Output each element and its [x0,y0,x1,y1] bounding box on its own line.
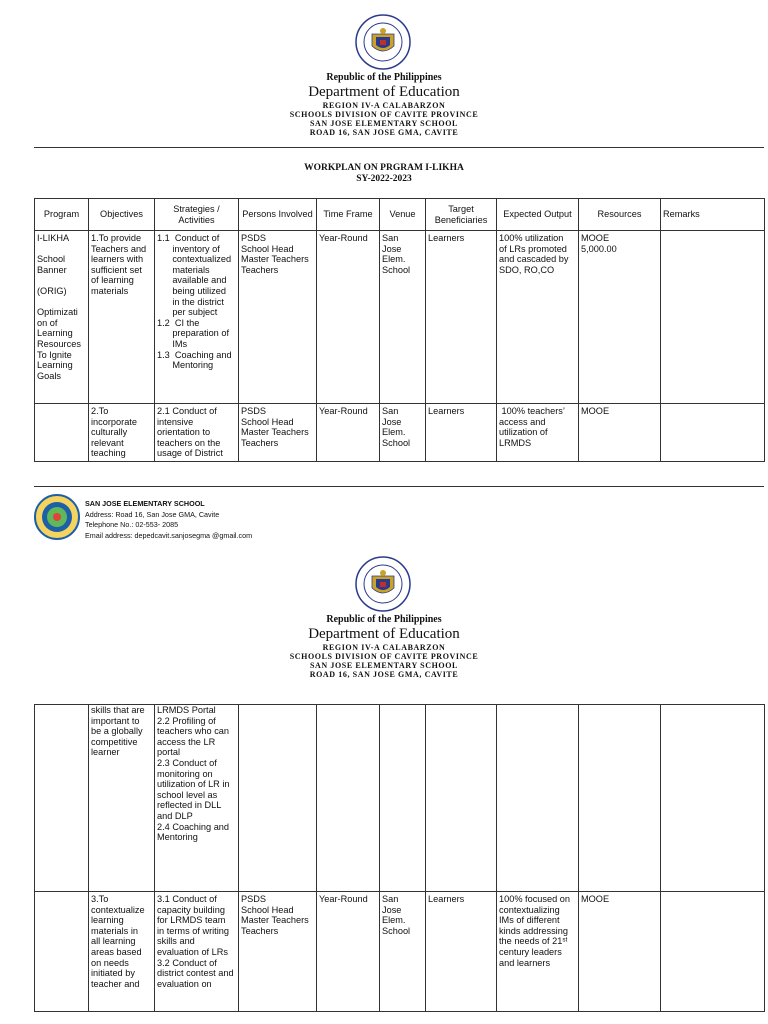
republic-line: Republic of the Philippines [326,614,442,625]
cell-line: the needs of 21ˢᵗ [499,936,568,947]
cell-line: To Ignite [37,349,72,360]
cell-line: materials [157,264,210,275]
cell-line: teachers who can [157,726,230,737]
header-divider [34,147,764,148]
table-row [35,705,765,892]
deped-seal-icon [355,14,411,70]
cell-line: utilization of [499,427,548,438]
remarks-cell [661,404,765,462]
cell-line: important to [91,715,140,726]
cell-line: 3.To [91,894,109,904]
cell-line: 3.2 Conduct of [157,957,217,968]
cell-line: capacity building [157,904,225,915]
cell-line: PSDS [241,894,267,904]
cell-line: 2.To [91,406,109,416]
cell-line: initiated by [91,968,135,979]
cell-line: access and [499,416,546,427]
cell-line: orientation to [157,427,211,438]
cell-line: sufficient set [91,264,142,275]
cell-line: 2.4 Coaching and [157,821,230,832]
cell-line: materials [91,285,129,296]
school-logo-icon [34,494,80,540]
time-frame-cell: Year-Round [317,892,380,1012]
cell-line: learning [91,915,124,926]
time-frame-cell: Year-Round [317,404,380,462]
department-title: Department of Education [308,84,460,100]
cell-line: Goals [37,370,62,381]
region-line: REGION IV-A CALABARZON [322,101,446,110]
cell-line: IMs of different [499,915,560,926]
column-header: Time Frame [317,199,380,231]
venue-cell [380,231,426,404]
target-cell: Learners [426,892,497,1012]
cell-line [37,297,86,308]
cell-line: LRMDS Portal [157,705,216,715]
output-cell [497,404,579,462]
workplan-title: WORKPLAN ON PRGRAM I-LIKHA [304,163,464,173]
cell-line: available and [157,275,227,286]
resources-cell: MOOE [579,404,661,462]
venue-cell [380,705,426,892]
cell-line: School Head [241,416,294,427]
cell-line: Master Teachers [241,254,309,265]
venue-cell [380,404,426,462]
cell-line: PSDS [241,406,267,416]
footer-telephone: Telephone No.: 02-553- 2085 [85,520,179,529]
cell-line: Master Teachers [241,427,309,438]
cell-line: Resources [37,338,81,349]
cell-line: learner [91,747,120,758]
cell-line: of LRs promoted [499,243,567,254]
cell-line: Banner [37,264,67,275]
program-cell [35,231,89,404]
cell-line: Teachers [241,437,279,448]
persons-cell [239,892,317,1012]
table-header-row [35,199,765,231]
remarks-cell [661,892,765,1012]
cell-line: inventory of [157,243,220,254]
strategies-cell [155,404,239,462]
address-line: ROAD 16, SAN JOSE GMA, CAVITE [309,670,459,679]
cell-line: contextualizing [499,904,560,915]
cell-line: School [382,437,411,448]
division-line: SCHOOLS DIVISION OF CAVITE PROVINCE [289,110,479,119]
venue-cell [380,892,426,1012]
cell-line: SDO, RO,CO [499,264,555,275]
cell-line: district contest and [157,968,234,979]
cell-line: School [382,925,411,936]
deped-seal-icon [355,556,411,612]
division-line: SCHOOLS DIVISION OF CAVITE PROVINCE [289,652,479,661]
cell-line: San [382,406,399,416]
region-line: REGION IV-A CALABARZON [322,643,446,652]
objectives-cell [89,231,155,404]
cell-line: access the LR [157,736,216,747]
cell-line: Teachers [241,925,279,936]
cell-line: Teachers and [91,243,147,254]
cell-line: Jose [382,243,402,254]
cell-line: Teachers [241,264,279,275]
table-row [35,404,765,462]
footer-email: Email address: depedcavit.sanjosegma @gmail.com [85,530,253,540]
cell-line: reflected in DLL [157,800,222,811]
objectives-cell [89,404,155,462]
cell-line: competitive [91,736,138,747]
objectives-cell [89,892,155,1012]
cell-line: per subject [157,307,218,318]
column-header: Resources [579,199,661,231]
cell-line: San [382,894,399,904]
cell-line: Elem. [382,254,406,265]
cell-line: LRMDS [499,437,532,448]
footer-school-name: SAN JOSE ELEMENTARY SCHOOL [85,499,205,508]
cell-line: materials in [91,925,138,936]
cell-line: School Head [241,904,294,915]
cell-line: 100% utilization [499,233,564,243]
cell-line: skills and [157,936,195,947]
cell-line: Jose [382,904,402,915]
cell-line: 3.1 Conduct of [157,894,217,904]
cell-line: teacher and [91,978,140,989]
column-header: Remarks [661,199,765,231]
strategies-cell [155,892,239,1012]
cell-line: 1.2 CI the [157,317,200,328]
school-footer [34,494,334,544]
persons-cell [239,231,317,404]
cell-line: MOOE [581,233,610,243]
cell-line: for LRMDS team [157,915,226,926]
cell-line: School Head [241,243,294,254]
cell-line: being utilized [157,285,226,296]
cell-line: 1.To provide [91,233,142,243]
cell-line: Elem. [382,915,406,926]
program-cell [35,404,89,462]
target-cell: Learners [426,231,497,404]
column-header: Venue [380,199,426,231]
cell-line: (ORIG) [37,285,67,296]
cell-line: teaching [91,448,126,459]
cell-line: 2.3 Conduct of [157,757,217,768]
cell-line: teachers on the [157,437,221,448]
table-row [35,892,765,1012]
cell-line: and cascaded by [499,254,569,265]
cell-line: contextualized [157,254,232,265]
cell-line: 5,000.00 [581,243,617,254]
cell-line: Elem. [382,427,406,438]
target-cell: Learners [426,404,497,462]
program-cell [35,705,89,892]
school-line: SAN JOSE ELEMENTARY SCHOOL [309,661,458,670]
persons-cell [239,404,317,462]
resources-cell: MOOE [579,892,661,1012]
cell-line: and DLP [157,810,193,821]
cell-line [37,275,86,286]
cell-line: PSDS [241,233,267,243]
cell-line: 2.2 Profiling of [157,715,216,726]
resources-cell [579,231,661,404]
footer-address: Address: Road 16, San Jose GMA, Cavite [85,509,220,519]
table-row [35,231,765,404]
cell-line: on needs [91,957,129,968]
objectives-cell [89,705,155,892]
cell-line: evaluation of LRs [157,946,228,957]
cell-line: portal [157,747,180,758]
cell-line: in the district [157,296,224,307]
cell-line: skills that are [91,705,145,715]
remarks-cell [661,231,765,404]
column-header: Expected Output [497,199,579,231]
workplan-year: SY-2022-2023 [356,174,412,184]
output-cell [497,231,579,404]
remarks-cell [661,705,765,892]
cell-line: incorporate [91,416,137,427]
cell-line: Learning [37,328,73,339]
cell-line: in terms of writing [157,925,229,936]
cell-line: 1.1 Conduct of [157,233,220,243]
school-line: SAN JOSE ELEMENTARY SCHOOL [309,119,458,128]
cell-line: and learners [499,957,551,968]
column-header: Target Beneficiaries [426,199,497,231]
workplan-table [34,198,765,462]
cell-line: 2.1 Conduct of [157,406,217,416]
target-cell [426,705,497,892]
column-header: Program [35,199,89,231]
workplan-table-continued [34,704,765,1012]
cell-line: San [382,233,399,243]
cell-line: intensive [157,416,194,427]
page-divider [34,486,764,487]
cell-line: areas based [91,946,142,957]
cell-line: contextualize [91,904,145,915]
cell-line: learners with [91,254,144,265]
department-title: Department of Education [308,626,460,642]
cell-line: Optimizati [37,307,78,318]
cell-line: of learning [91,275,134,286]
program-cell [35,892,89,1012]
column-header: Objectives [89,199,155,231]
strategies-cell [155,705,239,892]
republic-line: Republic of the Philippines [326,72,442,83]
cell-line: 100% teachers’ [499,406,565,416]
cell-line: Jose [382,416,402,427]
cell-line: all learning [91,936,136,947]
cell-line: utilization of LR in [157,779,230,790]
cell-line: 1.3 Coaching and [157,349,232,360]
cell-line: on of [37,317,58,328]
cell-line: evaluation on [157,978,212,989]
cell-line: Mentoring [157,360,214,371]
cell-line: be a globally [91,726,143,737]
cell-line: Learning [37,360,73,371]
cell-line: Master Teachers [241,915,309,926]
column-header: Strategies / Activities [155,199,239,231]
resources-cell [579,705,661,892]
cell-line: usage of District [157,448,223,459]
cell-line: relevant [91,437,124,448]
cell-line: preparation of [157,328,230,339]
cell-line [37,244,86,255]
time-frame-cell: Year-Round [317,231,380,404]
cell-line: Mentoring [157,832,198,843]
output-cell [497,892,579,1012]
persons-cell [239,705,317,892]
cell-line: School [37,254,66,265]
address-line: ROAD 16, SAN JOSE GMA, CAVITE [309,128,459,137]
cell-line: monitoring on [157,768,213,779]
output-cell [497,705,579,892]
cell-line: School [382,264,411,275]
cell-line: IMs [157,338,188,349]
cell-line: century leaders [499,946,562,957]
time-frame-cell [317,705,380,892]
cell-line: school level as [157,789,218,800]
column-header: Persons Involved [239,199,317,231]
cell-line: I-LIKHA [37,233,70,243]
cell-line: 100% focused on [499,894,571,904]
cell-line: kinds addressing [499,925,568,936]
strategies-cell [155,231,239,404]
cell-line: culturally [91,427,128,438]
